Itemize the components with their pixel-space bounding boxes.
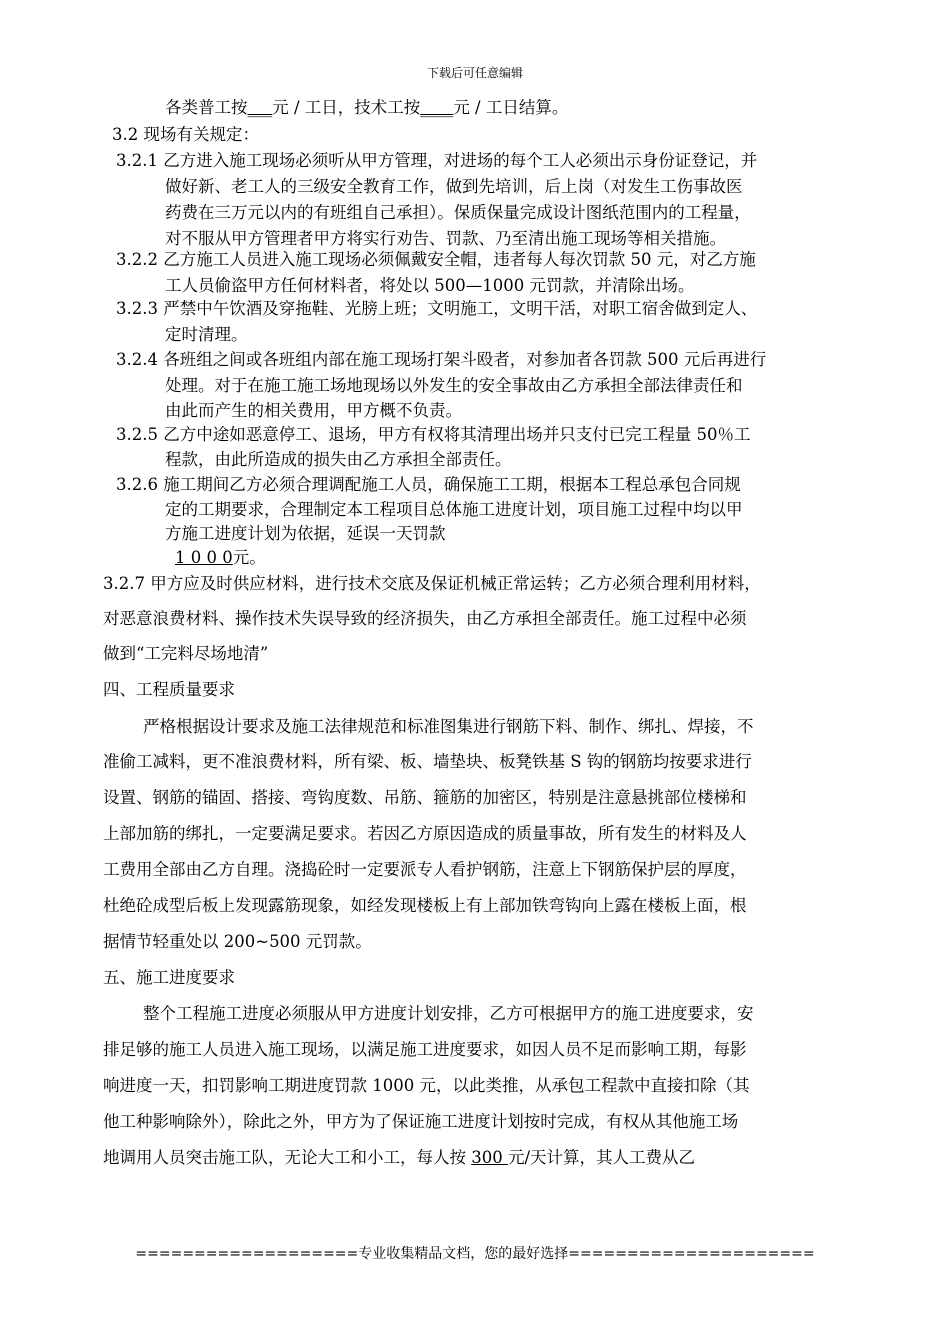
blank-field: ___ — [247, 98, 273, 117]
penalty-amount: 1 0 0 0 — [175, 548, 233, 567]
clause-line: 3.2.6 施工期间乙方必须合理调配施工人员，确保施工工期，根据本工程总承包合同规 — [116, 475, 741, 494]
penalty-line — [175, 546, 266, 570]
rate-amount: 300 — [471, 1148, 508, 1167]
text: 地调用人员突击施工队，无论大工和小工，每人按 — [103, 1148, 472, 1167]
clause-line: 做到“工完料尽场地清” — [103, 644, 269, 663]
clause-line: 3.2.2 乙方施工人员进入施工现场必须佩戴安全帽，违者每人每次罚款 50 元，对乙方施 — [116, 250, 756, 269]
page-header: 下载后可任意编辑 — [426, 66, 523, 80]
clause-line: 3.2.1 乙方进入施工现场必须听从甲方管理，对进场的每个工人必须出示身份证登记，并 — [116, 151, 758, 170]
clause-line: 程款，由此所造成的损失由乙方承担全部责任。 — [165, 450, 512, 469]
paragraph-line: 他工种影响除外），除此之外，甲方为了保证施工进度计划按时完成，有权从其他施工场 — [103, 1112, 739, 1131]
clause-line: 处理。对于在施工施工场地现场以外发生的安全事故由乙方承担全部法律责任和 — [165, 376, 743, 395]
text: 元/天计算，其人工费从乙 — [508, 1148, 696, 1167]
section-heading: 四、工程质量要求 — [103, 680, 235, 699]
clause-line: 由此而产生的相关费用，甲方概不负责。 — [165, 401, 462, 420]
clause-line: 工人员偷盗甲方任何材料者，将处以 500—1000 元罚款，并清除出场。 — [165, 276, 695, 295]
text: 元 / 工日结算。 — [453, 98, 569, 117]
clause-line: 药费在三万元以内的有班组自己承担）。保质保量完成设计图纸范围内的工程量， — [165, 203, 751, 222]
section-heading: 3.2 现场有关规定： — [112, 125, 259, 144]
wage-line — [165, 96, 568, 120]
clause-line: 方施工进度计划为依据，延误一天罚款 — [165, 524, 446, 543]
text: 元。 — [232, 548, 266, 567]
paragraph-line: 整个工程施工进度必须服从甲方进度计划安排，乙方可根据甲方的施工进度要求，安 — [143, 1004, 754, 1023]
clause-line: 定时清理。 — [165, 325, 248, 344]
blank-field: ____ — [420, 98, 454, 117]
clause-line: 对恶意浪费材料、操作技术失误导致的经济损失，由乙方承担全部责任。施工过程中必须 — [103, 609, 747, 628]
paragraph-line: 杜绝砼成型后板上发现露筋现象，如经发现楼板上有上部加铁弯钩向上露在楼板上面，根 — [103, 896, 747, 915]
paragraph-line: 响进度一天，扣罚影响工期进度罚款 1000 元，以此类推，从承包工程款中直接扣除（其 — [103, 1076, 750, 1095]
clause-line: 3.2.7 甲方应及时供应材料，进行技术交底及保证机械正常运转；乙方必须合理利用材料， — [103, 574, 761, 593]
paragraph-line: 严格根据设计要求及施工法律规范和标准图集进行钢筋下料、制作、绑扎、焊接，不 — [143, 717, 754, 736]
clause-line: 3.2.4 各班组之间或各班组内部在施工现场打架斗殴者，对参加者各罚款 500 元后再进行 — [116, 350, 767, 369]
paragraph-line: 设置、钢筋的锚固、搭接、弯钩度数、吊筋、箍筋的加密区，特别是注意悬挑部位楼梯和 — [103, 788, 747, 807]
page-footer: ===================专业收集精品文档，您的最好选择===================== — [135, 1246, 815, 1262]
paragraph-line: 据情节轻重处以 200~500 元罚款。 — [103, 932, 372, 951]
clause-line: 定的工期要求，合理制定本工程项目总体施工进度计划，项目施工过程中均以甲 — [165, 500, 743, 519]
clause-line: 3.2.3 严禁中午饮酒及穿拖鞋、光膀上班；文明施工，文明干活，对职工宿舍做到定人、 — [116, 299, 758, 318]
text: 各类普工按 — [165, 98, 248, 117]
paragraph-line: 排足够的施工人员进入施工现场，以满足施工进度要求，如因人员不足而影响工期，每影 — [103, 1040, 747, 1059]
clause-line: 对不服从甲方管理者甲方将实行劝告、罚款、乃至清出施工现场等相关措施。 — [165, 229, 726, 248]
clause-line: 3.2.5 乙方中途如恶意停工、退场，甲方有权将其清理出场并只支付已完工程量 50％工 — [116, 425, 751, 444]
clause-line: 做好新、老工人的三级安全教育工作，做到先培训，后上岗（对发生工伤事故医 — [165, 177, 743, 196]
text: 元 / 工日，技术工按 — [272, 98, 421, 117]
paragraph-line: 准偷工减料，更不准浪费材料，所有梁、板、墙垫块、板凳铁基 S 钩的钢筋均按要求进行 — [103, 752, 752, 771]
paragraph-line: 工费用全部由乙方自理。浇捣砼时一定要派专人看护钢筋，注意上下钢筋保护层的厚度， — [103, 860, 747, 879]
paragraph-line: 上部加筋的绑扎，一定要满足要求。若因乙方原因造成的质量事故，所有发生的材料及人 — [103, 824, 747, 843]
section-heading: 五、施工进度要求 — [103, 968, 235, 987]
rate-line — [103, 1146, 695, 1170]
